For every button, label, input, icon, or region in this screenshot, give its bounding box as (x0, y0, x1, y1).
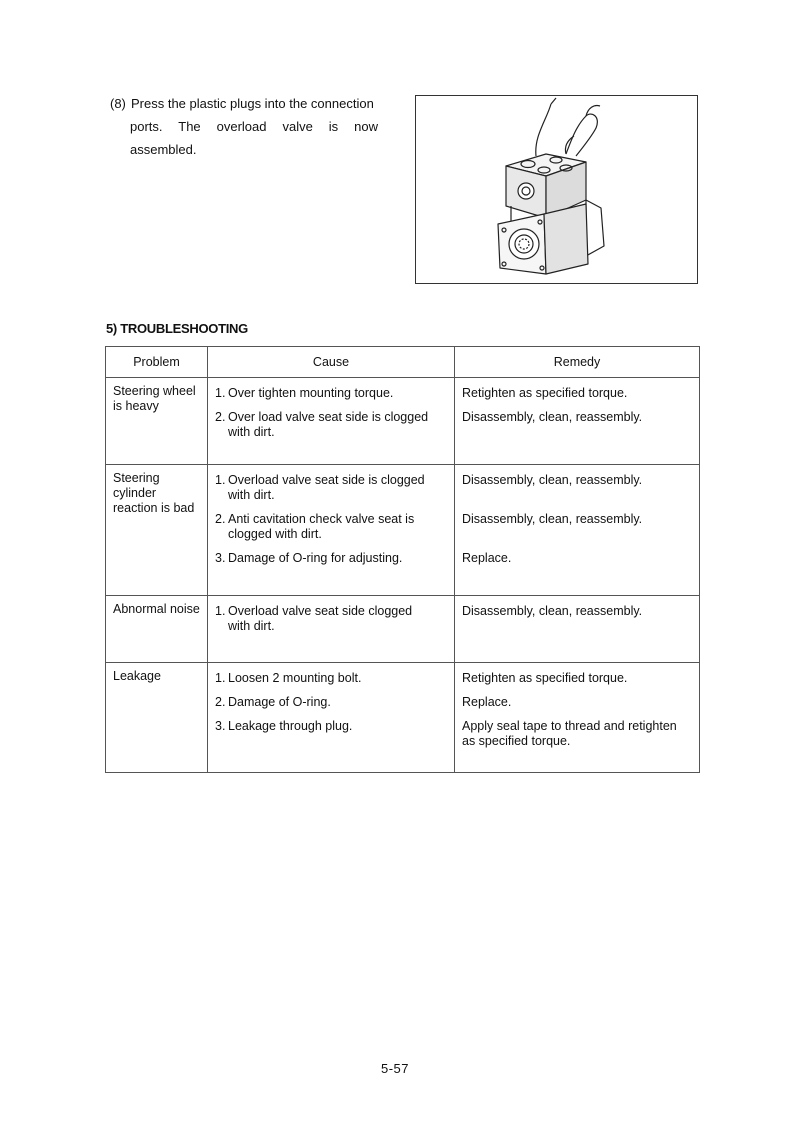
header-remedy: Remedy (455, 347, 700, 378)
problem-cell (106, 378, 208, 465)
header-cause: Cause (208, 347, 455, 378)
cause-line: Loosen 2 mounting bolt. (228, 671, 362, 685)
remedy-line: Retighten as specified torque. (462, 671, 628, 685)
problem-line: Leakage (113, 669, 161, 683)
cause-line: Damage of O-ring for adjusting. (228, 551, 403, 565)
remedy-item (462, 386, 693, 401)
table-row (106, 663, 700, 773)
remedy-line: Apply seal tape to thread and retighten (462, 719, 677, 733)
cause-item (215, 512, 448, 542)
remedy-item (462, 604, 693, 619)
remedy-item (462, 719, 693, 749)
remedy-item (462, 551, 693, 566)
section-title: 5) TROUBLESHOOTING (106, 321, 248, 336)
cause-number: 2. (215, 695, 226, 709)
problem-cell (106, 465, 208, 596)
remedy-cell (455, 596, 700, 663)
cause-item (215, 719, 448, 734)
remedy-item (462, 473, 693, 503)
cause-item (215, 410, 448, 440)
remedy-cell (455, 378, 700, 465)
remedy-line: Retighten as specified torque. (462, 386, 628, 400)
remedy-cell (455, 465, 700, 596)
problem-line: Abnormal noise (113, 602, 200, 616)
header-problem: Problem (106, 347, 208, 378)
remedy-line: Disassembly, clean, reassembly. (462, 473, 643, 487)
cause-number: 3. (215, 551, 226, 565)
cause-number: 1. (215, 386, 226, 400)
problem-line: Steering cylinder (113, 471, 160, 500)
cause-item (215, 386, 448, 401)
cause-number: 1. (215, 671, 226, 685)
cause-cell (208, 596, 455, 663)
remedy-line: Disassembly, clean, reassembly. (462, 410, 643, 424)
remedy-item (462, 695, 693, 710)
steering-unit-illustration-icon (416, 96, 699, 285)
cause-line: Damage of O-ring. (228, 695, 331, 709)
cause-item (215, 671, 448, 686)
cause-cell (208, 378, 455, 465)
table-row (106, 378, 700, 465)
table-row (106, 465, 700, 596)
table-row (106, 596, 700, 663)
troubleshooting-table (105, 346, 700, 773)
cause-line: with dirt. (228, 425, 275, 439)
step-text-line-3: assembled. (130, 142, 197, 157)
cause-item (215, 695, 448, 710)
cause-line: Overload valve seat side clogged (228, 604, 413, 618)
cause-line: with dirt. (228, 488, 275, 502)
step-text-line-1: Press the plastic plugs into the connection (131, 96, 374, 111)
remedy-item (462, 512, 693, 542)
cause-line: with dirt. (228, 619, 275, 633)
cause-item (215, 473, 448, 503)
remedy-line: Replace. (462, 551, 512, 565)
problem-line: reaction is bad (113, 501, 195, 515)
cause-line: Leakage through plug. (228, 719, 353, 733)
cause-number: 1. (215, 473, 226, 487)
cause-item (215, 604, 448, 634)
cause-item (215, 551, 448, 566)
figure-steering-unit (415, 95, 698, 284)
problem-line: Steering wheel (113, 384, 196, 398)
remedy-line: Replace. (462, 695, 512, 709)
cause-cell (208, 465, 455, 596)
cause-line: Over tighten mounting torque. (228, 386, 394, 400)
cause-line: Anti cavitation check valve seat is (228, 512, 415, 526)
cause-line: Overload valve seat side is clogged (228, 473, 425, 487)
problem-cell (106, 596, 208, 663)
table-header-row (106, 347, 700, 378)
cause-line: clogged with dirt. (228, 527, 322, 541)
problem-cell (106, 663, 208, 773)
cause-number: 2. (215, 512, 226, 526)
remedy-line: as specified torque. (462, 734, 571, 748)
step-number: (8) (110, 96, 126, 111)
problem-line: is heavy (113, 399, 159, 413)
remedy-line: Disassembly, clean, reassembly. (462, 512, 643, 526)
cause-number: 3. (215, 719, 226, 733)
cause-line: Over load valve seat side is clogged (228, 410, 429, 424)
step-text-line-2: ports. The overload valve is now (130, 119, 378, 134)
cause-number: 1. (215, 604, 226, 618)
remedy-item (462, 410, 693, 425)
cause-number: 2. (215, 410, 226, 424)
remedy-line: Disassembly, clean, reassembly. (462, 604, 643, 618)
remedy-item (462, 671, 693, 686)
cause-cell (208, 663, 455, 773)
page-number: 5-57 (381, 1061, 410, 1076)
remedy-cell (455, 663, 700, 773)
